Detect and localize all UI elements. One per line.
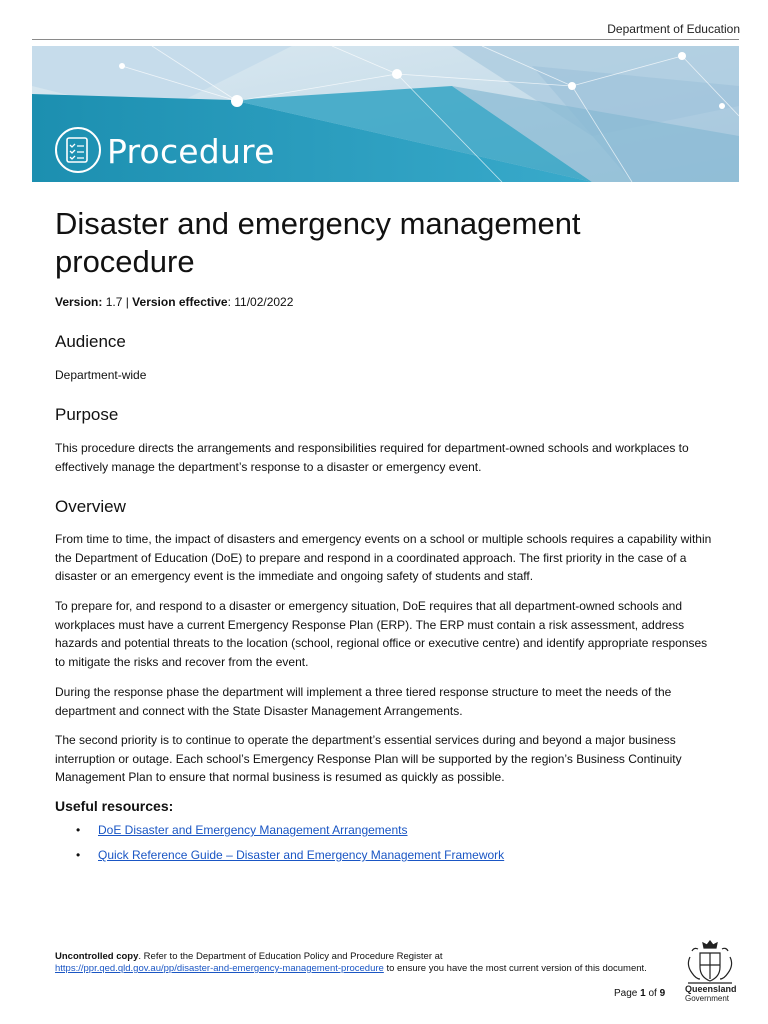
page-total: 9 (659, 988, 666, 999)
audience-text: Department-wide (55, 368, 147, 382)
bullet: • (76, 823, 81, 837)
resource-list-item (76, 848, 504, 862)
effective-label: Version effective (132, 295, 228, 309)
page-prefix: Page (614, 988, 641, 999)
version-value: 1.7 | (102, 295, 133, 309)
footer-note (55, 951, 675, 975)
government-wordmark: Government (685, 994, 730, 1003)
header-divider (32, 39, 739, 40)
purpose-heading: Purpose (55, 405, 119, 424)
department-name: Department of Education (607, 22, 740, 36)
effective-value: : 11/02/2022 (227, 295, 294, 309)
resource-link-doe-arrangements[interactable]: DoE Disaster and Emergency Management Arrangements (98, 823, 408, 837)
banner-title: Procedure (107, 132, 275, 171)
page-title: Disaster and emergency management procedure (55, 206, 581, 279)
overview-heading: Overview (55, 497, 126, 516)
page-number (614, 988, 665, 999)
overview-paragraph-3: During the response phase the department will implement a three tiered response structure to meet the needs of the department and connect with the State Disaster Management Arrangements. (55, 685, 672, 718)
overview-paragraph-2: To prepare for, and respond to a disaster or emergency situation, DoE requires that all department-owned schools and workplaces must have a current Emergency Response Plan (ERP). The ERP must contain a risk assessment, address hazards and potential threats to the location (school, regional office or executive centre) and identify appropriate responses to mitigate the risks and recover from the event. (55, 599, 708, 669)
footer-text-2: to ensure you have the most current version of this document. (383, 963, 647, 974)
overview-paragraph-1: From time to time, the impact of disasters and emergency events on a school or multiple schools requires a capability within the Department of Education (DoE) to prepare and respond in a coordinated approach. The first priority in the case of a disaster or an emergency event is the immediate and ongoing safety of students and staff. (55, 532, 712, 583)
overview-paragraph-4: The second priority is to continue to operate the department’s essential services during and beyond a major business interruption or outage. Each school’s Emergency Response Plan will be supported by the region’s Business Continuity Management Plan to ensure that normal business is resumed as quickly as possible. (55, 733, 682, 784)
version-info (55, 295, 293, 309)
resource-list-item (76, 823, 408, 837)
ppr-link[interactable]: https://ppr.qed.qld.gov.au/pp/disaster-and-emergency-management-procedure (55, 963, 384, 974)
procedure-banner (32, 46, 739, 182)
page-of: of (645, 988, 660, 999)
footer-text-1: . Refer to the Department of Education Policy and Procedure Register at (138, 951, 443, 962)
audience-heading: Audience (55, 332, 126, 351)
page-current: 1 (640, 988, 646, 999)
useful-resources-heading: Useful resources: (55, 798, 174, 814)
resource-link-quick-reference-guide[interactable]: Quick Reference Guide – Disaster and Emergency Management Framework (98, 848, 505, 862)
queensland-wordmark: Queensland (685, 984, 737, 994)
bullet: • (76, 848, 81, 862)
purpose-text: This procedure directs the arrangements and responsibilities required for department-owned schools and workplaces to effectively manage the department’s response to a disaster or emergency event. (55, 441, 689, 474)
version-label: Version: (55, 295, 103, 309)
uncontrolled-copy-label: Uncontrolled copy (55, 951, 139, 962)
